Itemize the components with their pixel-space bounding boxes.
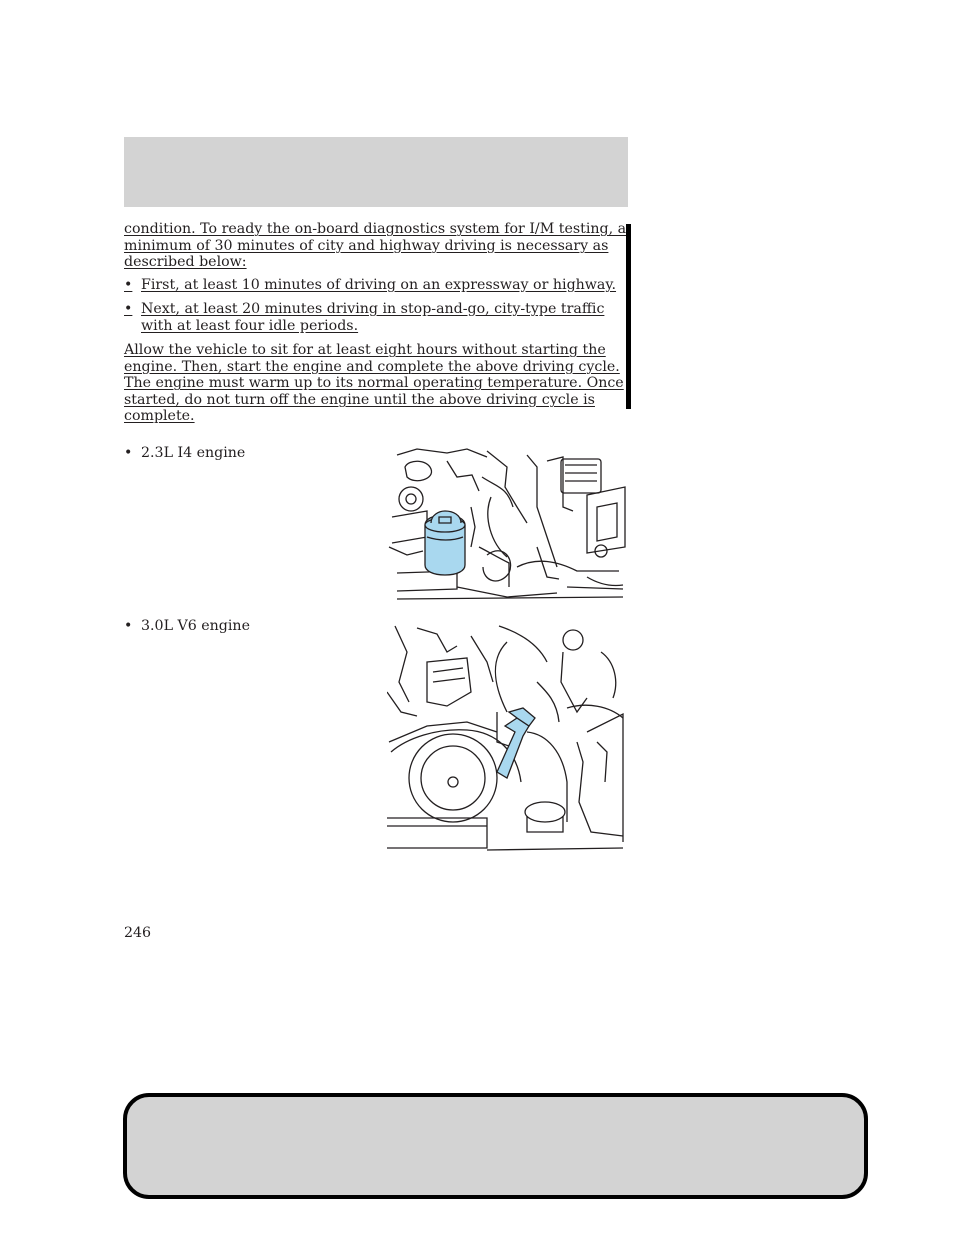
driving-step-1 <box>124 277 628 294</box>
bullet-marker: • <box>124 301 133 317</box>
bullet-marker: • <box>124 445 133 461</box>
engine-compartment-3-0l-illustration <box>387 622 628 852</box>
driving-step-2 <box>124 301 628 334</box>
engine-3-0l-drawing <box>387 622 628 852</box>
engine-label-text: 3.0L V6 engine <box>141 618 250 634</box>
footer-box <box>123 1093 868 1199</box>
closing-paragraph: Allow the vehicle to sit for at least eight hours without starting the engine. Then, start the engine and complete the above driving cycle. The engine must warm up to its normal operating temperature. Once started, do not turn off the engine until the above driving cycle is complete. <box>124 342 624 425</box>
driving-step-text: Next, at least 20 minutes driving in stop-and-go, city-type traffic with at least four idle periods. <box>141 301 605 334</box>
engine-2-3l-drawing <box>387 447 628 609</box>
intro-paragraph: condition. To ready the on-board diagnostics system for I/M testing, a minimum of 30 minutes of city and highway driving is necessary as described below: <box>124 221 627 271</box>
driving-step-text: First, at least 10 minutes of driving on an expressway or highway. <box>141 277 617 293</box>
bullet-marker: • <box>124 277 133 293</box>
engine-label-text: 2.3L I4 engine <box>141 445 246 461</box>
engine-compartment-2-3l-illustration <box>387 447 628 609</box>
bullet-marker: • <box>124 618 133 634</box>
engine-label-3-0l <box>124 618 374 635</box>
chapter-header-band <box>124 137 628 207</box>
engine-label-2-3l <box>124 445 374 462</box>
page-number: 246 <box>124 925 152 941</box>
